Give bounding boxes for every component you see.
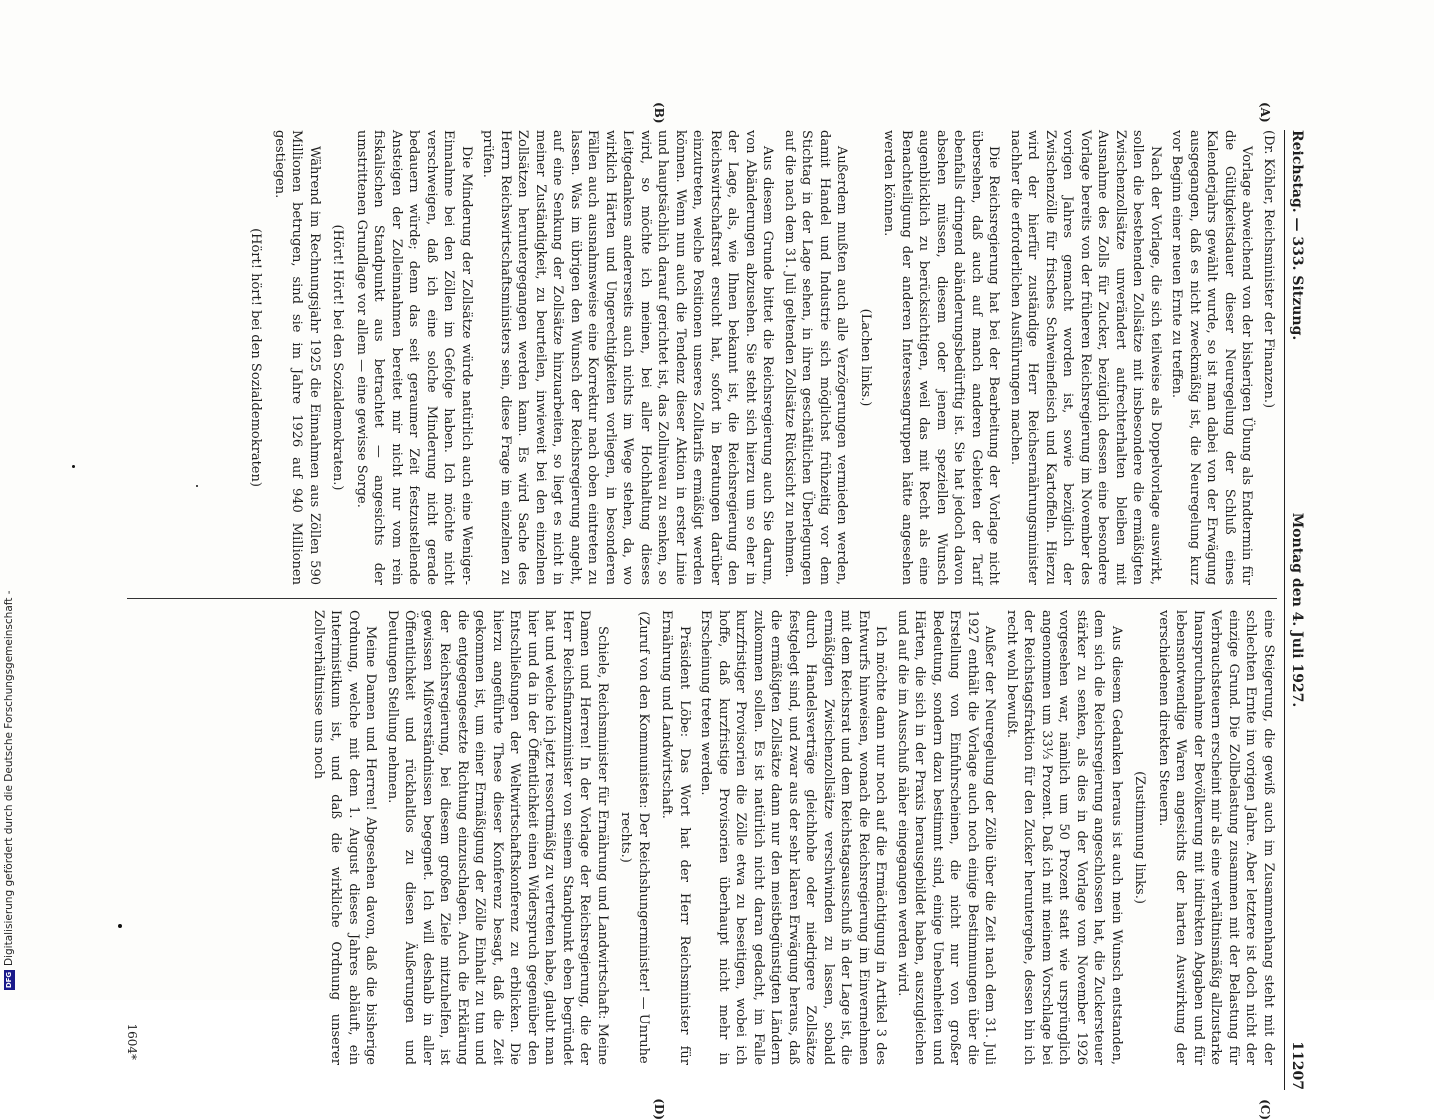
digitization-credit <box>2 590 16 990</box>
paragraph: Vorlage abweichend von der bisherigen Übung als Endtermin für die Gültigkeitsdauer dieser Neuregelung der Schluß eines Kalenderjahrs gewählt wurde, so ist man dabei von der Erwägung ausgegangen, daß es nicht zweckmäßig ist, die Neuregelung kurz vor Beginn einer neuen Ernte zu treffen. <box>1169 130 1255 585</box>
paragraph: Die Reichsregierung hat bei der Bearbeitung der Vorlage nicht übersehen, daß auch auf manch anderen Gebieten der Tarif ebenfalls dringend abänderungsbedürftig ist. Sie hat jedoch davon absehen müssen, diesem oder jenem speziellen Wunsch augenblicklich zu berücksichtigen, weil das mit Recht als eine Benachteiligung der anderen Interessengruppen hätte angesehen werden können. <box>881 130 1002 585</box>
interjection: (Hört! hört! bei den Sozialdemokraten) <box>248 228 264 487</box>
paragraph: Außer der Neuregelung der Zölle über die Zeit nach dem 31. Juli 1927 enthält die Vorlage auch noch einige Bestimmungen über die Erstellung von Einfuhrscheinen, die nicht nur von großer Bedeutung, sondern dazu bestimmt sind, einige Unebenheiten und Härten, die sich in der Praxis herausgebildet haben, auszugleichen und auf die im Ausschuß näher eingegangen werden wird. <box>895 610 998 1065</box>
dfg-logo-icon: DFG <box>4 971 13 989</box>
right-column <box>306 610 1278 1065</box>
paragraph: Nach der Vorlage, die sich teilweise als Doppelvorlage auswirkt, sollen die bestehenden Zollsätze mit insbesondere die ermäßigten Zwischenzollsätze unverändert aufrechterhalten bleiben mit Ausnahme des Zolls für Zucker, bezüglich dessen eine besondere Vorlage bereits von der früheren Reichsregierung im November des vorigen Jahres gemacht worden ist, sowie bezüglich der Zwischenzölle für frisches Schweinefleisch und Kartoffeln. Hierzu wird der hierfür zuständige Herr Reichsernährungsminister nachher die erforderlichen Ausführungen machen. <box>1008 130 1163 585</box>
scan-speck <box>72 465 75 468</box>
interjection: (Zustimmung links.) <box>1132 771 1148 904</box>
scan-speck <box>196 485 198 487</box>
margin-mark-c: (C) <box>1258 1099 1272 1120</box>
paragraph: Aus diesem Gedanken heraus ist auch mein Wunsch entstanden, dem sich die Reichsregierung angeschlossen hat, die Zuckersteuer stärker zu senken, als dies in der Vorlage vom November 1926 vorgesehen war, nämlich um 50 Prozent statt wie ursprünglich angenommen um 33⅓ Prozent. Daß ich mit meinem Vorschlage bei der Reichstagsfraktion für den Zucker heruntergehe, dessen bin ich recht wohl bewußt. <box>1004 610 1124 1065</box>
paragraph: eine Steigerung, die gewiß auch im Zusammenhang steht mit der schlechten Ernte im vorigen Jahre. Aber letztere ist doch nicht der einzige Grund. Die Zollbelastung zusammen mit der Belastung für Verbrauchsteuern erscheint mir als eine verhältnismäßig allzustarke Inanspruchnahme der Bevölkerung mit indirekten Abgaben und für lebensnotwendige Waren angesichts der harten Auswirkung der verschiedenen direkten Steuern. <box>1156 610 1276 1065</box>
paragraph: Während im Rechnungsjahr 1925 die Einnahmen aus Zöllen 590 Millionen betrugen, sind sie im Jahre 1926 auf 940 Millionen gestiegen. <box>272 130 322 585</box>
interjection: (Lachen links.) <box>858 308 873 407</box>
interjection: (Zuruf von den Kommunisten: Der Reichshungerminister! — Unruhe rechts.) <box>618 611 651 1064</box>
speaker-continuation: (Dr. Köhler, Reichsminister der Finanzen.) <box>1261 130 1276 409</box>
running-head <box>1284 130 1307 1090</box>
margin-mark-d: (D) <box>652 1098 666 1120</box>
speaker-paragraph: Präsident Löbe: Das Wort hat der Herr Reichsminister für Ernährung und Landwirtschaft. <box>659 610 692 1065</box>
paragraph: Außerdem mußten auch alle Verzögerungen vermieden werden, damit Handel und Industrie sich möglichst frühzeitig vor dem Stichtag in der Lage sehen, in ihren geschäftlichen Überlegungen auf die nach dem 31. Juli geltenden Zollsätze Rücksicht zu nehmen. <box>782 130 850 585</box>
interjection: (Hört! Hört! bei den Sozialdemokraten.) <box>330 224 346 491</box>
paragraph: Die Minderung der Zollsätze würde natürlich auch eine Weniger-Einnahme bei den Zöllen im Gefolge haben. Ich möchte nicht verschweigen, daß ich eine solche Minderung nicht gerade bedauern würde; denn das seit geraumer Zeit festzustellende Ansteigen der Zolleinnahmen bereitet mir nicht nur vom rein fiskalischen Standpunkt aus betrachtet — angesichts der umstrittenen Grundlage vor allem — eine gewisse Sorge. <box>354 130 474 585</box>
margin-mark-a: (A) <box>1258 102 1272 123</box>
scan-speck <box>118 924 122 928</box>
left-column <box>241 130 1277 585</box>
paragraph: Meine Damen und Herren! Abgesehen davon, daß die bisherige Ordnung, welche mit dem 1. August dieses Jahres abläuft, ein Interimistikum ist, und daß die wirkliche Ordnung unserer Zollverhältnisse uns noch <box>311 610 379 1065</box>
paragraph: Ich möchte dann nur noch auf die Ermächtigung in Artikel 3 des Entwurfs hinweisen, wonach die Reichsregierung im Einvernehmen mit dem Reichsrat und dem Reichstagsausschuß in der Lage ist, die ermäßigten Zwischenzollsätze verschwinden zu lassen, sobald durch Handelsverträge gleichhohe oder niedrigere Zollsätze festgelegt sind, und zwar aus der sehr klaren Erwägung heraus, daß die ermäßigten Zollsätze dann nur den meistbegünstigten Ländern zukommen sollen. Es ist natürlich nicht daran gedacht, im Falle kurzfristiger Provisorien die Zölle etwa zu beseitigen, wobei ich hoffe, daß kurzfristige Provisorien überhaupt nicht mehr in Erscheinung treten werden. <box>698 610 889 1065</box>
page-number: 11207 <box>1289 1041 1305 1090</box>
signature-number: 1604* <box>125 1023 140 1060</box>
running-head-left: Reichstag. — 333. Sitzung. <box>1289 130 1305 341</box>
paragraph: Aus diesem Grunde bittet die Reichsregierung auch Sie darum, von Abänderungen abzusehen. Sie steht sich hierzu um so eher in der Lage, als, wie Ihnen bekannt ist, die Reichsregierung den Reichswirtschaftsrat ersucht hat, sofort in Beratungen darüber einzutreten, welche Positionen unseres Zolltarifs ermäßigt werden können. Wenn nun auch die Tendenz dieser Aktion in erster Linie und hauptsächlich darauf gerichtet ist, das Zollniveau zu senken, so wird, so möchte ich meinen, bei aller Hochhaltung dieses Leitgedankens andererseits auch nichts im Wege stehen, da, wo wirklich Härten und Ungerechtigkeiten vorliegen, in besonderen Fällen auch ausnahmsweise eine Korrektur nach oben eintreten zu lassen. Was im übrigen den Wunsch der Reichsregierung angeht, auf eine Senkung der Zollsätze hinzuarbeiten, so liegt es nicht in meiner Zuständigkeit, zu beurteilen, inwieweit bei den einzelnen Zollsätzen heruntergegangen werden kann. Es wird Sache des Herrn Reichswirtschaftsministers sein, diese Frage im einzelnen zu prüfen. <box>480 130 776 585</box>
column-divider <box>127 598 1277 599</box>
margin-mark-b: (B) <box>652 102 666 124</box>
running-head-date: Montag den 4. Juli 1927. <box>1289 512 1305 708</box>
rotated-document-page <box>125 102 1307 1120</box>
speaker-paragraph: Schiele, Reichsminister für Ernährung und Landwirtschaft: Meine Damen und Herren! In der Vorlage der Reichsregierung, die der Herr Reichsfinanzminister von seinem Standpunkt eben begründet hat und welche ich jetzt ressortmäßig zu vertreten habe, glaubt man hier und da in der Öffentlichkeit einen Widerspruch gegenüber den Entschließungen der Weltwirtschaftskonferenz zu erblicken. Die hierzu angeführte These dieser Konferenz besagt, daß die Zeit gekommen ist, um einer Ermäßigung der Zölle Einhalt zu tun und die entgegengesetzte Richtung einzuschlagen. Auch die Erklärung der Reichsregierung, bei diesem großen Ziele mitzuhelfen, ist gewissen Mißverständnissen begegnet. Ich will deshalb in aller Öffentlichkeit und rückhaltlos zu diesen Äußerungen und Deutungen Stellung nehmen. <box>385 610 610 1065</box>
digitization-credit-text: Digitalisierung gefördert durch die Deutsche Forschungsgemeinschaft - <box>3 590 15 966</box>
